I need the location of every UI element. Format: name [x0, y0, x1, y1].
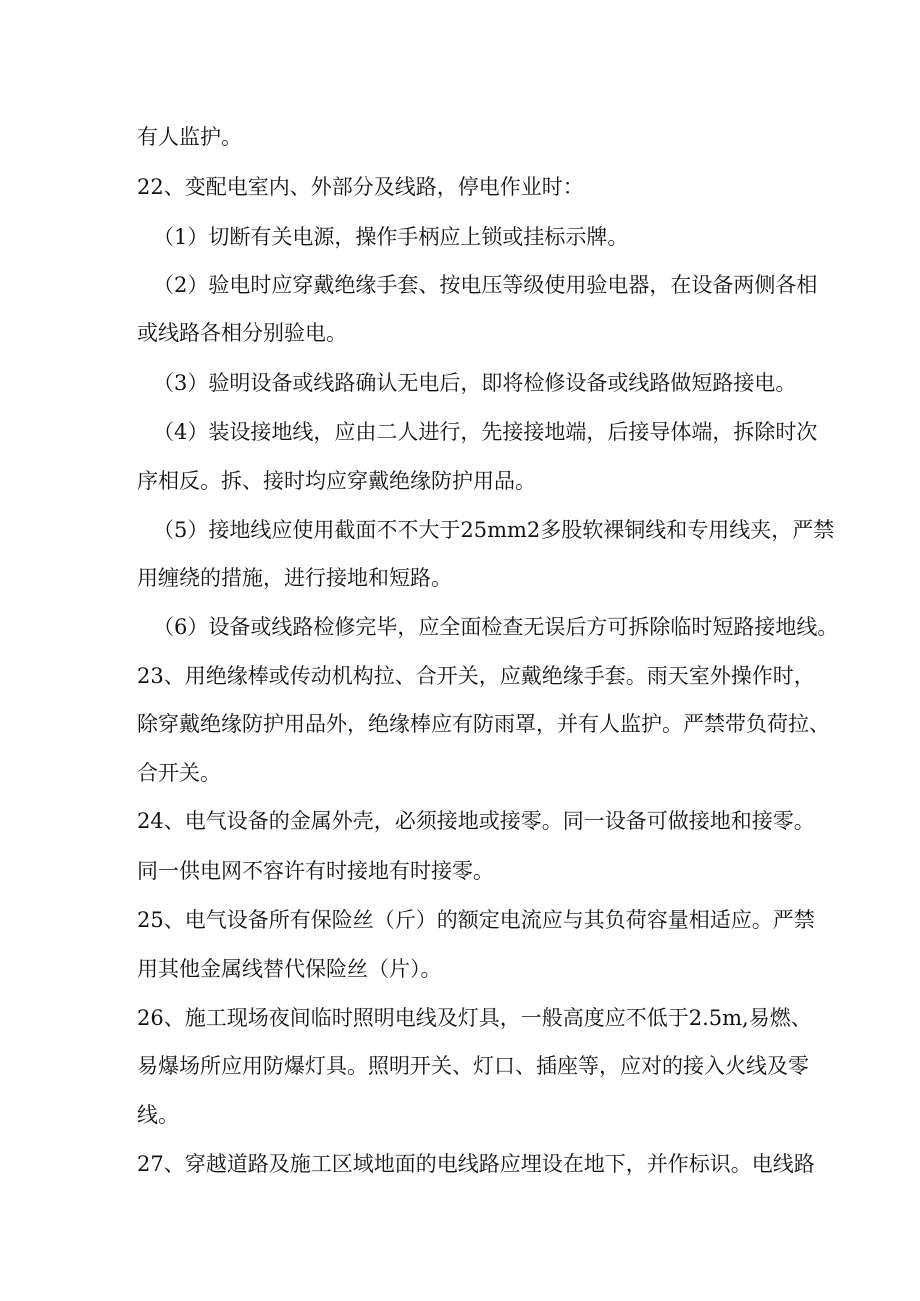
text-line: （5）接地线应使用截面不不大于25mm2多股软裸铜线和专用线夹，严禁 — [153, 518, 835, 542]
text-line: 22、变配电室内、外部分及线路，停电作业时： — [137, 175, 584, 199]
text-line: 用缠绕的措施，进行接地和短路。 — [137, 566, 452, 590]
text-line: 27、穿越道路及施工区域地面的电线路应埋设在地下，并作标识。电线路 — [137, 1152, 815, 1176]
text-line: 线。 — [137, 1103, 179, 1127]
text-line: （4）装设接地线，应由二人进行，先接接地端，后接导体端，拆除时次 — [153, 420, 818, 444]
text-line: 有人监护。 — [137, 125, 242, 149]
text-line: 易爆场所应用防爆灯具。照明开关、灯口、插座等，应对的接入火线及零 — [137, 1054, 809, 1078]
text-line: 25、电气设备所有保险丝（斤）的额定电流应与其负荷容量相适应。严禁 — [137, 908, 815, 932]
text-line: （6）设备或线路检修完毕，应全面检查无误后方可拆除临时短路接地线。 — [153, 615, 839, 639]
text-line: 除穿戴绝缘防护用品外，绝缘棒应有防雨罩，并有人监护。严禁带负荷拉、 — [137, 712, 830, 736]
text-line: 用其他金属线替代保险丝（片）。 — [137, 957, 442, 981]
text-line: 合开关。 — [137, 761, 221, 785]
text-line: （1）切断有关电源，操作手柄应上锁或挂标示牌。 — [153, 225, 629, 249]
text-line: 26、施工现场夜间临时照明电线及灯具，一般高度应不低于2.5m,易燃、 — [137, 1006, 812, 1030]
text-line: 24、电气设备的金属外壳，必须接地或接零。同一设备可做接地和接零。 — [137, 809, 815, 833]
text-line: 或线路各相分别验电。 — [137, 321, 347, 345]
text-line: 23、用绝缘棒或传动机构拉、合开关，应戴绝缘手套。雨天室外操作时， — [137, 664, 815, 688]
text-line: 同一供电网不容许有时接地有时接零。 — [137, 859, 494, 883]
text-line: 序相反。拆、接时均应穿戴绝缘防护用品。 — [137, 469, 536, 493]
text-line: （3）验明设备或线路确认无电后，即将检修设备或线路做短路接电。 — [153, 371, 797, 395]
text-line: （2）验电时应穿戴绝缘手套、按电压等级使用验电器，在设备两侧各相 — [153, 273, 818, 297]
